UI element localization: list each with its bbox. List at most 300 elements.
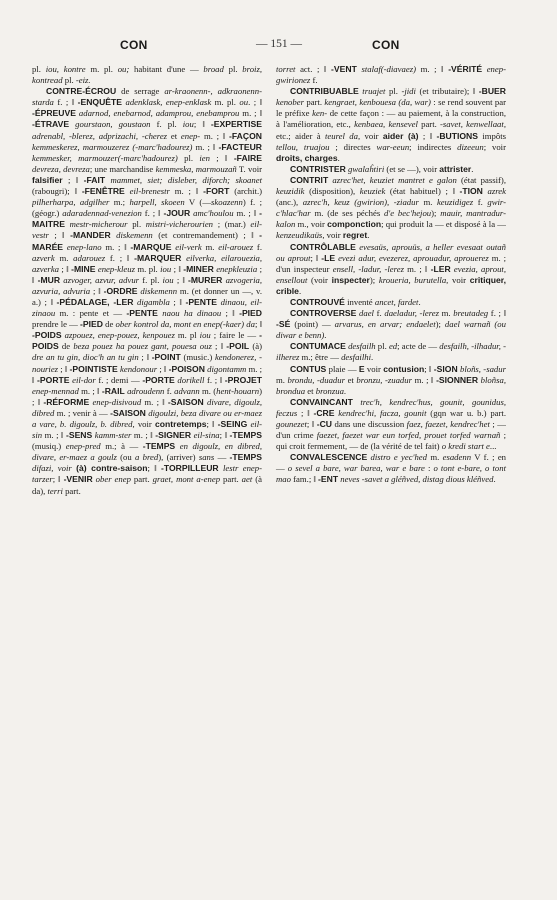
breton-translation: difazi, voir [32,463,72,474]
headword: CONVAINCANT [290,396,353,407]
breton-translation: eil-arouez [218,241,254,252]
subentry-word: -TORPILLEUR [161,463,219,474]
breton-translation: eil-sina [193,430,220,441]
breton-translation: enepkleuzia [216,263,258,274]
entry-text: ), (arriver) [158,452,199,463]
headword: CONTRIT [290,174,329,185]
entry-text: f. pl. [150,119,183,130]
breton-translation: neves -savet a gléñved, distag dious kléñved [340,474,494,485]
subentry-word: -PIED [80,319,103,330]
breton-translation: eil-sin [32,419,263,441]
subentry-word: -RÉFORME [43,396,90,407]
entry-text: V (— [184,197,212,208]
entry-text: prendre le — [32,319,81,330]
entry-text: m. ; ‖ [42,430,66,441]
breton-translation: torret [276,64,296,74]
subentry-word: -ENT [318,474,339,485]
breton-translation: dinaou, eil-zinaou [32,296,263,319]
subentry-word: -PROJET [224,374,263,385]
entry-text: (et contremandement) ; ‖ [152,230,260,241]
breton-translation: evesaüs, aprouüs [359,241,420,252]
entry-text: m. [427,452,443,463]
subentry-word: -MUR [37,274,61,285]
entry-text: ; ‖ [59,263,72,274]
subentry-word: -MURER [188,274,223,285]
subentry-word: -PENTE [185,296,217,307]
subentry-word: -MARQUER [134,252,182,263]
subentry-word: -PÉDALAGE, -LER [56,296,134,307]
breton-translation: enep-kleuz [97,263,135,274]
breton-translation: , a heller evesaat outañ ou aprout [276,241,506,263]
subentry-word: -ORDRE [103,285,138,296]
breton-translation: amc'houlou [193,208,234,219]
breton-translation: lestr enep-tarzer [32,463,263,485]
subentry-word: -MARÉE [32,230,263,252]
dictionary-entry [32,64,262,86]
entry-text: habitant d'une — [129,64,204,74]
breton-translation: pilherharpa, adgilher [32,197,110,208]
entry-text: de [102,319,116,330]
entry-text: ; voir [483,141,506,152]
subentry-word: -SION [433,363,458,374]
cross-reference: attrister [439,163,472,174]
breton-translation: kemmesker, marmouzer(-marc'hadourez) [32,152,178,163]
entry-text: , voir [322,230,343,241]
breton-translation: dael [359,308,374,319]
entry-text: . [298,285,302,296]
header-right-word: CON [372,38,400,52]
cross-reference: contusion [383,363,425,374]
entry-text: m. [276,374,288,385]
entry-text: f. ; ‖ [105,252,135,263]
breton-translation: en digoulz, en dibred, divare, er-maez a goulz [32,441,263,463]
breton-translation: arvarus, en arvar; endaelet [334,319,436,330]
breton-translation: dre an tu gin, dioc'h an tu gin [32,352,139,363]
breton-translation: mammet, siet; disleber, diforch; skoanet [110,174,263,185]
subentry-word: -FENÊTRE [81,186,125,197]
breton-translation: -eiz. [75,75,91,86]
breton-translation: adaradennad-venezion [62,208,142,219]
entry-text: et [167,130,181,141]
entry-text: pl. [127,219,146,230]
cross-reference: falsifier [32,174,63,185]
breton-translation: kemmeska, marmouzañ [155,163,237,174]
entry-text: f. ; ‖ [53,97,78,108]
breton-translation: enep-gwirionez [276,64,506,86]
entry-text: . [471,163,474,174]
breton-translation: dizeeun [457,141,484,152]
entry-text: fam.; ‖ [290,474,319,485]
entry-text: ) f. ; (géogr.) [32,197,262,219]
entry-text: pl. [177,152,200,163]
entry-text: ; ‖ [62,174,84,185]
entry-text: de serrage [116,86,165,97]
breton-translation: enep-lano [66,241,102,252]
entry-text: (à da), [32,474,263,496]
breton-translation: bronzua [315,385,344,396]
headword: CONTUS [290,363,327,374]
subentry-word: -BUER [478,86,506,97]
entry-text: . ; ‖ [248,97,263,108]
subentry-word: -SENS [65,430,93,441]
breton-translation: kengraet, kenbouesa (da, war) [324,97,431,108]
entry-text: act. ; ‖ [295,64,332,74]
subentry-word: -VENT [331,64,357,74]
entry-text: de cette façon : — au paiement, à la construction, à l'amélioration, etc., [276,108,506,130]
entry-text: . [371,352,374,363]
breton-translation: ancet, fardet [374,296,419,307]
page-number: — 151 — [256,38,302,50]
breton-translation: diskemenn [140,285,178,296]
entry-text: ; ‖ [193,119,211,130]
entry-text: pl. [385,86,402,97]
entry-text: ; ‖ [157,363,169,374]
subentry-word: -JOUR [163,208,191,219]
entry-text: f. ; demi — [95,374,143,385]
breton-translation: kendonerez, -nouriez [32,352,262,374]
entry-text: (état passif), [456,174,506,185]
entry-text: ; ‖ [147,463,162,474]
entry-text: m.; [109,197,130,208]
entry-text: ; ‖ [424,363,434,374]
entry-text: ; ‖ [171,263,184,274]
cross-reference: aider (à) [382,130,419,141]
breton-translation: distro e yec'hed [370,452,427,463]
breton-translation: mauir, mantradur-kalon [276,208,506,230]
breton-translation: terri [47,485,63,496]
entry-text: ; qui croit fermement, — de (la vérité de tel fait) [276,430,506,452]
breton-translation: mistri-vicherourien [145,219,214,230]
breton-translation: enep-disivoud [92,396,142,407]
breton-translation: ed [388,341,398,352]
breton-translation: bloñsa, brondua [276,374,507,396]
breton-translation: esadenn [442,452,472,463]
breton-translation: beza pouez ha pouez gant, pouesa ouz [73,341,212,352]
entry-text: m. pl. [211,97,240,108]
entry-text: de [58,341,74,352]
dictionary-entry [276,297,506,308]
breton-translation: devreza, devreza [32,163,90,174]
breton-translation: war-eeun [376,141,410,152]
entry-text: ... [489,441,497,452]
entry-text: . [324,330,327,341]
breton-translation: azpouez, enep-pouez, kenpouez [64,330,175,341]
cross-reference: contretemps [154,419,207,429]
entry-text: ; ‖ [58,363,70,374]
breton-translation: azrek [487,186,506,197]
subentry-word: -FAIT [83,174,106,185]
entry-text: (archit.) [229,186,263,197]
entry-text: f. [373,308,385,319]
breton-translation: azvogeria, azvuria, advuria [32,274,262,296]
entry-text: m.; être — [299,352,342,363]
breton-translation: diskemenn [116,230,153,241]
breton-translation: ou; [117,64,130,74]
breton-translation: sans [198,452,215,463]
entry-text: pl. [32,64,46,74]
entry-text: ; (mar.) [213,219,251,230]
headword: CONTRISTER [290,163,346,174]
breton-translation: desfailh [348,341,376,352]
subentry-word: -LER [430,263,451,274]
breton-translation: aet [241,474,253,485]
right-column [276,64,506,486]
entry-text: m. pl [174,330,200,341]
entry-text: m. ; ‖ [403,263,431,274]
subentry-word: -MINE [71,263,96,274]
entry-text: . [493,474,496,485]
breton-translation: teurel da [325,130,358,141]
entry-text: pl. [375,341,389,352]
breton-translation: digambla [137,296,170,307]
subentry-word: -TION [459,186,483,197]
entry-text: m. ; ‖ [415,64,449,74]
entry-text: , voir [358,130,383,141]
breton-translation: gourstaon, goustaon [75,119,151,130]
breton-translation: kenzeudikaüs [276,230,323,241]
subentry-word: -EXPERTISE [210,119,262,130]
entry-text: f. [253,241,262,252]
breton-translation: kenober [276,97,304,108]
breton-translation: dorikell [177,374,205,385]
entry-text: m. ; d'un inspecteur [276,252,507,274]
left-column [32,64,262,497]
entry-text: m. [54,252,74,263]
entry-text: ; ‖ [219,430,230,441]
subentry-word: -RAIL [101,385,125,396]
breton-translation: mestr-micherour [69,219,128,230]
entry-text: (music.) [180,352,215,363]
subentry-word: -POIL [226,341,250,352]
entry-text: ; — d'un crime [276,419,506,441]
dictionary-entry [276,64,506,86]
breton-translation: o tont e-bare, o tont mao [276,463,506,485]
entry-text: , voir [446,274,470,285]
entry-text: ; ‖ [418,130,437,141]
breton-translation: azvoger, azvur, advur [63,274,140,285]
header-left-word: CON [120,38,148,52]
breton-translation: ar-kraonenn-, adkraonenn-starda [32,86,262,108]
breton-translation: kemmeskerez, marmouzerez (-marc'hadourez) [32,141,193,152]
breton-translation: o kredi start e [441,441,490,452]
breton-translation: gounezet [276,419,307,429]
breton-translation: a bred [135,452,159,463]
subentry-word: -TEMPS [229,452,262,463]
dictionary-entry [276,86,506,164]
subentry-word: -LE [321,252,336,263]
entry-text: ; ‖ [310,252,322,263]
entry-text: ) ; ‖ [32,385,262,407]
breton-translation: desfailhi [341,352,372,363]
entry-text: m. ; ‖ [239,108,262,119]
entry-text: m. ; ‖ [192,141,219,152]
dictionary-entry [32,86,262,496]
breton-translation: faezet, faezet war eun torfed, prouet torfed warnañ [316,430,501,441]
subentry-word: -FORT [203,186,230,197]
breton-translation: iou [182,119,194,130]
entry-text: m. ; venir à — [54,407,111,418]
entry-text: m. [439,308,454,319]
subentry-word: -FAÇON [229,130,262,141]
entry-text: et [345,374,357,385]
entry-text: (anc.), [276,197,303,208]
breton-translation: adenklask, enep-enklask [125,97,212,108]
breton-translation: digoulzi, beza divare ou er-maez a vare, b. digoulz, b. dibred [32,407,262,429]
breton-translation: brondu, -duadur [287,374,346,385]
entry-text: inventé [344,296,375,307]
breton-translation: kroueria, burutella [378,274,447,285]
breton-translation: hent-houarn [216,385,260,396]
subentry-word: -POISON [168,363,205,374]
breton-translation: evezi adur, evezerez, aprouadur, aprouerez [338,252,489,263]
breton-translation: tellou, truajou [276,141,330,152]
breton-translation: bloñs, -sadur [459,363,506,374]
entry-text: part. [417,119,441,130]
dictionary-entry [276,242,506,297]
entry-text: part. [303,97,325,108]
breton-translation: iou [199,330,211,341]
entry-text: (et se —), voir [384,163,440,174]
breton-translation: ou [239,97,249,108]
breton-translation: ien [199,152,210,163]
breton-translation: trec'h, kendrec'hus, gounit, gounidus, feczus [276,396,507,418]
breton-translation: digontamm [207,363,247,374]
entry-text: m. ; ‖ [141,396,168,407]
entry-text: ; faire le — [210,330,260,341]
breton-translation: gwalaĥtiri [348,163,385,174]
entry-text: part. [130,474,153,485]
entry-text: (voir [307,274,332,285]
breton-translation: -savet, kenwellaat [440,119,504,130]
entry-text: — [214,452,230,463]
entry-text: m. ; ‖ [131,430,156,441]
entry-text: . [337,152,340,163]
subentry-word: -PIED [239,308,262,319]
subentry-word: -PORTE [142,374,175,385]
breton-translation: breutadeg [453,308,489,319]
entry-text: ; indirectes [409,141,458,152]
entry-text: , etc.; aider à [276,119,506,141]
breton-translation: enep- [180,130,201,141]
breton-translation: graet, mont a-enep [152,474,221,485]
dictionary-entry [276,364,506,397]
subentry-word: -VÉRITÉ [448,64,483,74]
breton-translation: adrenabl, -blerez, adprizachi, -cherez [32,130,168,141]
dictionary-entry [276,308,506,341]
subentry-word: -TEMPS [229,430,262,441]
entry-text: ; ‖ [297,407,314,418]
dictionary-entry [276,397,506,452]
entry-text: m. [201,241,219,252]
headword: CONTRÔLABLE [290,241,356,252]
breton-translation: faez, faezet, kendrec'het [406,419,490,429]
entry-text: ; ‖ [209,152,234,163]
entry-text: , voir [132,419,155,429]
breton-translation: daeladur, -lerez [384,308,440,319]
entry-text: f. pl. [139,274,163,285]
entry-text: (point) — [290,319,335,330]
entry-text: (à) [249,341,262,352]
entry-text: m. ; ‖ [412,374,437,385]
entry-text: ); [431,208,441,219]
entry-text: f. ; ‖ [141,208,164,219]
entry-text: (état habituel) ; ‖ [385,186,460,197]
entry-text: dans une discussion [332,419,407,429]
breton-translation: d'e bec'hejou [384,208,432,219]
breton-translation: divare, digoulz, dibred [32,396,263,418]
breton-translation: desfailh, -ilhadur, -ilherez [276,341,506,363]
entry-text: ; ‖ [254,319,262,330]
cross-reference: componction [327,219,382,230]
entry-text: ; ‖ [48,230,71,241]
subentry-word: -CRE [313,407,335,418]
breton-translation: stalaf(-diavaez) [361,64,416,74]
entry-text: ; ‖ [306,419,317,429]
breton-translation: bronzu, -zuadur [356,374,413,385]
entry-text: ; ‖ [206,419,218,429]
entry-text: ; une marchandise [89,163,156,174]
entry-text: m.; à — [100,441,143,452]
entry-text: m. (et donner un —, v. a.) ; ‖ [32,285,263,307]
breton-translation: eil-verk [175,241,202,252]
headword: CONTRIBUABLE [290,86,359,97]
entry-text: m. ; ‖ [101,241,131,252]
breton-translation: azrec'het, keuziet mantret e galon [332,174,457,185]
entry-text: T. voir [236,163,263,174]
subentry-word: -POINTISTE [69,363,118,374]
entry-text: ; ‖ [32,263,263,285]
subentry-word: -SAISON [167,396,204,407]
breton-translation: broad [203,64,224,74]
headword: CONTUMACE [290,341,346,352]
page-header [32,36,526,56]
breton-translation: advann [174,385,200,396]
breton-translation: naou ha dinaou [162,308,222,319]
entry-text: ; acte de — [397,341,440,352]
entry-text: m., voir [295,219,328,230]
entry-text: ); [435,319,445,330]
entry-text: ; directes [329,141,377,152]
entry-text: et [305,385,316,396]
breton-translation: o sevel a bare, war barea, war e bare [287,463,425,474]
breton-translation: kamm-ster [94,430,132,441]
entry-text: part. [62,485,81,496]
breton-translation: ken- [312,108,328,119]
entry-text: m. pl. [135,263,161,274]
breton-translation: evezia, aprout, ensellout [276,263,506,285]
entry-text: impôts [478,130,507,141]
entry-text: ; ‖ [221,308,240,319]
breton-translation: eil-dor [72,374,96,385]
entry-text: (rabougri); ‖ [32,186,82,197]
entry-text: ; qui produit la — et disposé à la — [381,219,506,230]
breton-translation: harpell, skoeen [129,197,185,208]
entry-text: part. [220,474,242,485]
subentry-word: -POIDS [32,330,62,341]
entry-text: m. (de ses péchés [310,208,385,219]
subentry-word: -ÉTRAVE [32,119,70,130]
headword: CONTROUVÉ [290,296,345,307]
entry-text: f. ; ‖ [204,374,225,385]
subentry-word: -SIGNER [155,430,192,441]
breton-translation: enep-pred [65,441,101,452]
subentry-word: -TEMPS [142,441,176,452]
breton-translation: dael warnañ (ou diwar e benn) [276,319,506,341]
subentry-word: -VENIR [63,474,93,485]
headword: CONVALESCENCE [290,452,368,463]
subentry-word: E [358,363,365,374]
breton-translation: skoazenn [211,197,243,208]
